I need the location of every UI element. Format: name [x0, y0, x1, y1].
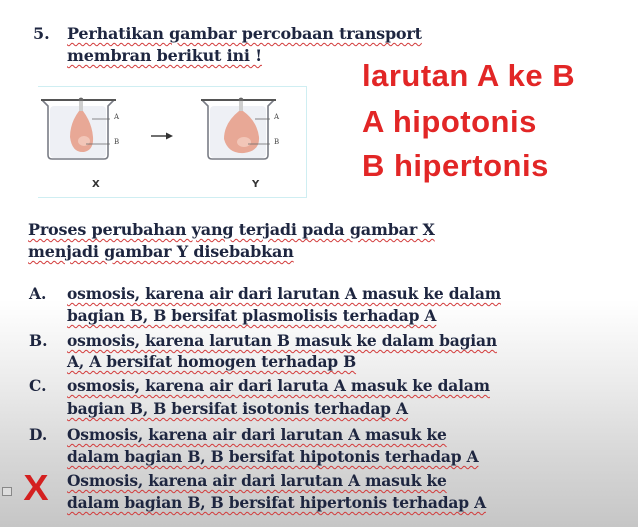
question-title-line-1: Perhatikan gambar percobaan transport — [67, 24, 422, 43]
option-d-line-2[interactable]: dalam bagian B, B bersifat hipotonis terhadap A — [67, 447, 479, 466]
annotation-line-1: larutan A ke B — [362, 58, 576, 93]
beaker-y-icon — [200, 97, 280, 167]
option-e-line-1[interactable]: Osmosis, karena air dari larutan A masuk ke — [67, 471, 447, 490]
right-arrow-icon — [151, 132, 173, 140]
checkbox-icon[interactable] — [2, 487, 12, 496]
option-d-letter: D. — [29, 425, 48, 444]
option-c-letter: C. — [29, 376, 47, 395]
option-d-line-1[interactable]: Osmosis, karena air dari larutan A masuk ke — [67, 425, 447, 444]
option-c-line-2[interactable]: bagian B, B bersifat isotonis terhadap A — [67, 399, 408, 418]
question-title-line-2: membran berikut ini ! — [67, 46, 262, 65]
beaker-x-icon — [40, 97, 120, 167]
figure-label-x: X — [92, 179, 100, 190]
question-number: 5. — [33, 24, 50, 43]
option-e-line-2[interactable]: dalam bagian B, B bersifat hipertonis terhadap A — [67, 493, 486, 512]
part-b-label-x: B — [114, 138, 120, 146]
option-b-letter: B. — [29, 331, 48, 350]
figure-label-y: Y — [252, 179, 260, 190]
question-stem-line-1: Proses perubahan yang terjadi pada gambar X — [28, 220, 435, 239]
option-a-line-1[interactable]: osmosis, karena air dari larutan A masuk ke dalam — [67, 284, 501, 303]
option-a-line-2[interactable]: bagian B, B bersifat plasmolisis terhadap A — [67, 306, 437, 325]
part-a-label-y: A — [274, 113, 280, 121]
option-b-line-1[interactable]: osmosis, karena larutan B masuk ke dalam bagian — [67, 331, 497, 350]
cross-mark-icon: X — [23, 467, 49, 508]
option-a-letter: A. — [29, 284, 47, 303]
osmosis-experiment-figure — [38, 86, 307, 198]
question-stem-line-2: menjadi gambar Y disebabkan — [28, 242, 294, 261]
part-b-label-y: B — [274, 138, 280, 146]
annotation-line-3: B hipertonis — [362, 148, 549, 183]
part-a-label-x: A — [114, 113, 120, 121]
option-b-line-2[interactable]: A, A bersifat homogen terhadap B — [67, 352, 357, 371]
option-c-line-1[interactable]: osmosis, karena air dari laruta A masuk ke dalam — [67, 376, 490, 395]
annotation-line-2: A hipotonis — [362, 104, 537, 139]
